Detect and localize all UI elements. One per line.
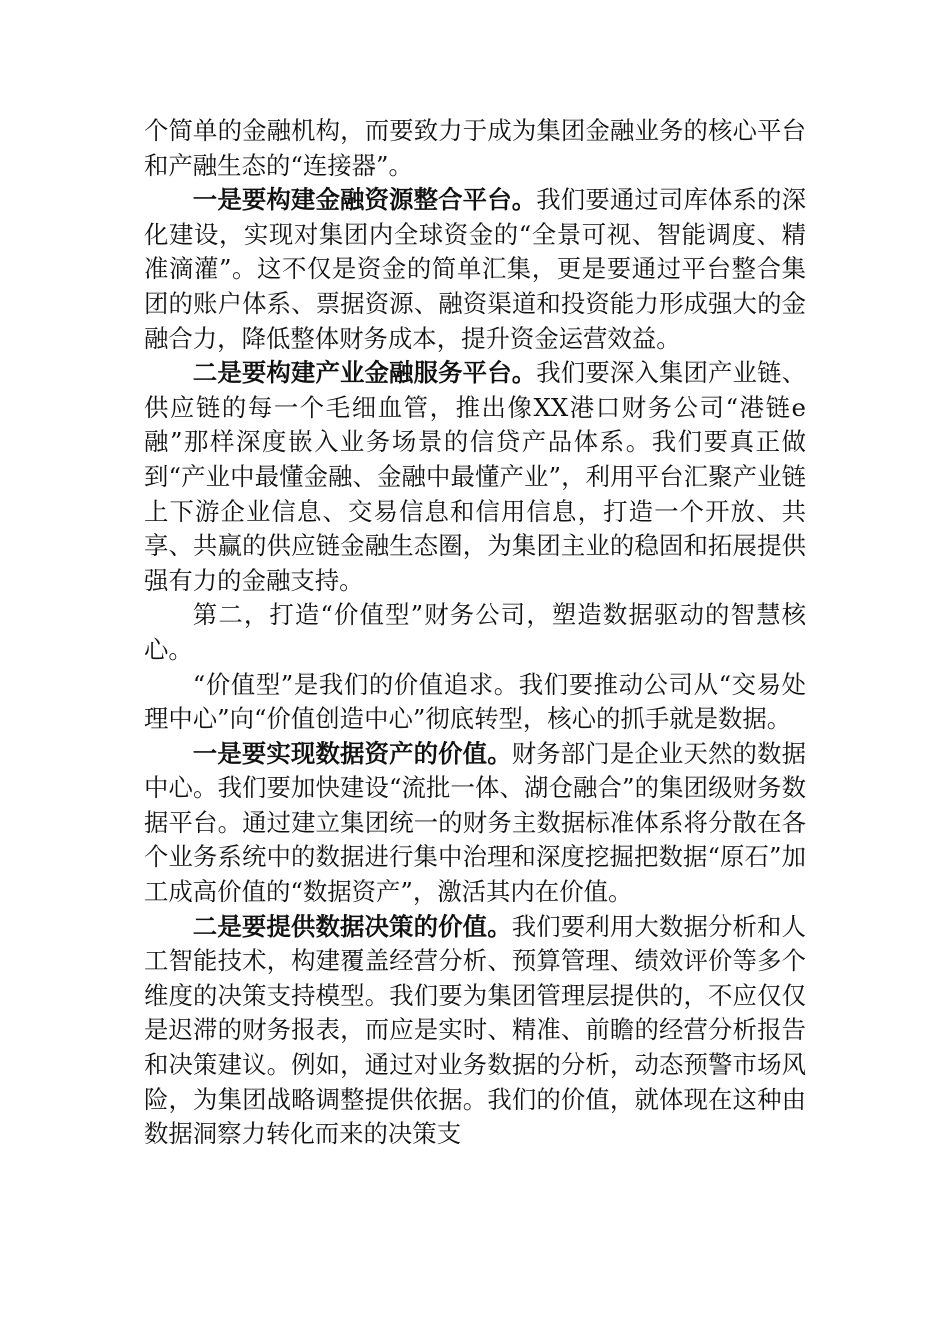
paragraph-lead: 二是要构建产业金融服务平台。 (192, 358, 537, 388)
paragraph-text: 财务部门是企业天然的数据中心。我们要加快建设“流批一体、湖仓融合”的集团级财务数据平台。通过建立集团统一的财务主数据标准体系将分散在各个业务系统中的数据进行集中治理和深度挖掘把数据“原石”加工成高价值的“数据资产”，激活其内在价值。 (144, 738, 806, 907)
paragraph-text: “价值型”是我们的价值追求。我们要推动公司从“交易处理中心”向“价值创造中心”彻底转型，核心的抓手就是数据。 (144, 669, 806, 734)
paragraph-industry-finance-platform (144, 356, 806, 598)
paragraph-data-decision-value (144, 910, 806, 1152)
document-page (144, 114, 806, 1152)
paragraph-lead: 一是要构建金融资源整合平台。 (192, 185, 537, 215)
paragraph-lead: 二是要提供数据决策的价值。 (192, 911, 512, 941)
paragraph-text: 个简单的金融机构，而要致力于成为集团金融业务的核心平台和产融生态的“连接器”。 (144, 116, 806, 180)
paragraph-finance-resource-platform (144, 183, 806, 356)
paragraph-data-asset-value (144, 737, 806, 910)
paragraph-lead: 一是要实现数据资产的价值。 (192, 738, 512, 768)
section-heading-second (144, 598, 806, 667)
paragraph-text: 我们要深入集团产业链、供应链的每一个毛细血管，推出像XX港口财务公司“港链e融”那样深度嵌入业务场景的信贷产品体系。我们要真正做到“产业中最懂金融、金融中最懂产业”，利用平台汇聚产业链上下游企业信息、交易信息和信用信息，打造一个开放、共享、共赢的供应链金融生态圈，为集团主业的稳固和拓展提供强有力的金融支持。 (144, 358, 806, 595)
paragraph-intro-continuation (144, 114, 806, 183)
paragraph-text: 我们要利用大数据分析和人工智能技术，构建覆盖经营分析、预算管理、绩效评价等多个维度的决策支持模型。我们要为集团管理层提供的，不应仅仅是迟滞的财务报表，而应是实时、精准、前瞻的经营分析报告和决策建议。例如，通过对业务数据的分析，动态预警市场风险，为集团战略调整提供依据。我们的价值，就体现在这种由数据洞察力转化而来的决策支 (144, 911, 806, 1149)
paragraph-text: 第二，打造“价值型”财务公司，塑造数据驱动的智慧核心。 (144, 600, 806, 664)
paragraph-text: 我们要通过司库体系的深化建设，实现对集团内全球资金的“全景可视、智能调度、精准滴灌”。这不仅是资金的简单汇集，更是要通过平台整合集团的账户体系、票据资源、融资渠道和投资能力形成强大的金融合力，降低整体财务成本，提升资金运营效益。 (144, 185, 806, 353)
paragraph-value-pursuit (144, 668, 806, 737)
